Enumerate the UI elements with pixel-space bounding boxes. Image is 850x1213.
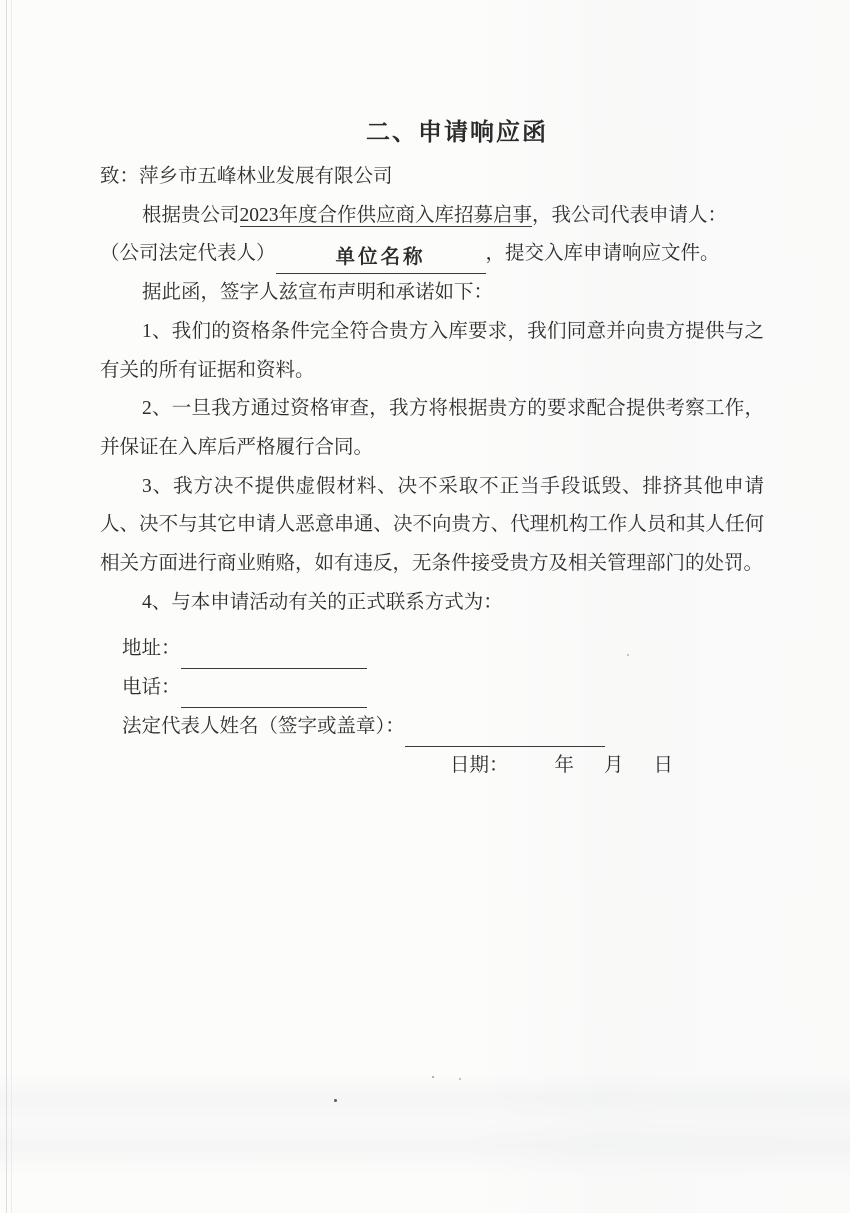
scan-speck: [432, 1076, 434, 1078]
signature-line: [100, 708, 764, 747]
company-name-blank: 单位名称: [276, 243, 486, 274]
date-line: [100, 747, 764, 786]
phone-blank: [181, 677, 367, 708]
legal-rep-suffix: ，提交入库申请响应文件。: [485, 243, 720, 265]
signature-blank: [405, 716, 605, 747]
date-day-label: 日: [653, 754, 674, 776]
contact-section: [100, 630, 764, 746]
phone-label: 电话：: [122, 677, 181, 699]
signature-label: 法定代表人姓名（签字或盖章）：: [122, 715, 405, 737]
date-month-label: 月: [604, 754, 624, 776]
recruitment-notice-title-underlined: 2023年度合作供应商入库招募启事: [239, 204, 533, 226]
document-body: [100, 158, 764, 785]
scan-speck: [627, 654, 629, 656]
intro-prefix: 根据贵公司: [142, 204, 240, 226]
scan-speck: [459, 1078, 461, 1080]
intro-paragraph: [100, 197, 764, 236]
commitment-item-1: 1、我们的资格条件完全符合贵方入库要求，我们同意并向贵方提供与之有关的所有证据和资料。: [100, 320, 764, 381]
commitment-item-2: 2、一旦我方通过资格审查，我方将根据贵方的要求配合提供考察工作，并保证在入库后严格履行合同。: [100, 398, 764, 458]
declaration-line: 据此函，签字人兹宣布声明和承诺如下：: [142, 282, 494, 304]
document-title: 二、申请响应函: [366, 120, 548, 146]
legal-representative-line: [100, 235, 764, 274]
scan-edge-artifact: [6, 0, 7, 1213]
scan-edge-artifact: [11, 0, 12, 1213]
address-blank: [181, 638, 367, 669]
intro-suffix: ，我公司代表申请人：: [532, 204, 728, 226]
address-line: [100, 630, 764, 669]
address-label: 地址：: [122, 638, 181, 660]
phone-line: [100, 669, 764, 708]
legal-rep-prefix: （公司法定代表人）: [100, 243, 276, 265]
commitment-item-3: 3、我方决不提供虚假材料、决不采取不正当手段诋毁、排挤其他申请人、决不与其它申请人恶意串通、决不向贵方、代理机构工作人员和其人任何相关方面进行商业贿赂，如有违反，无条件接受贵方及相关管理部门的处罚。: [100, 475, 764, 575]
commitment-item-4: 4、与本申请活动有关的正式联系方式为：: [142, 591, 503, 613]
recipient-line: 致：萍乡市五峰林业发展有限公司: [100, 166, 393, 187]
date-label: 日期：: [450, 754, 509, 776]
scan-speck: [334, 1099, 337, 1102]
date-year-label: 年: [554, 754, 575, 776]
